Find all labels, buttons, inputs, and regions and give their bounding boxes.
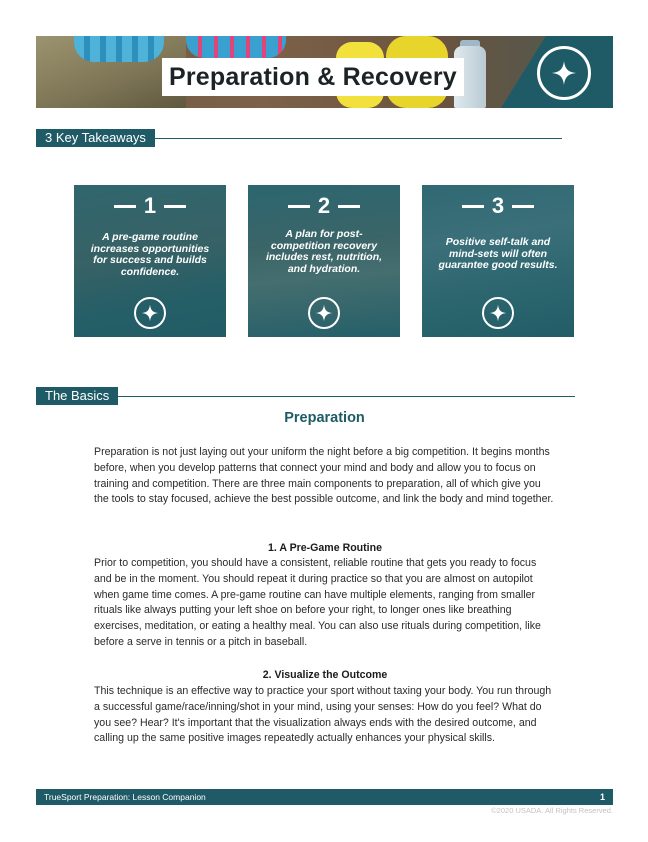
section-2-title: 2. Visualize the Outcome — [262, 669, 388, 681]
footer-brand: TrueSport — [44, 792, 82, 802]
takeaways-rule — [155, 138, 562, 139]
header-banner — [36, 36, 613, 108]
intro-paragraph: Preparation is not just laying out your uniform the night before a big competition. It begins months before, when you develop patterns that connect your mind and body and allow you to focus on training and competition. There are three main components to preparation, all of which give you the tools to stay focused, achieve the best possible outcome, and link the body and mind together. — [94, 446, 554, 506]
takeaway-number-1 — [74, 193, 226, 219]
section-2-text: This technique is an effective way to practice your sport without taxing your body. You run through a successful game/race/inning/shot in your mind, using your senses: How do you feel? What do you see? Hear? It's important that the visualization always ends with the desired outcome, and calling up the same positive images repeatedly actually enhances your physical skills. — [94, 685, 552, 745]
card-badge-3 — [482, 297, 514, 329]
four-point-star-icon — [315, 304, 333, 322]
page-title-box — [162, 58, 464, 96]
copyright-notice: ©2020 USADA. All Rights Reserved. — [491, 806, 613, 815]
page-number: 1 — [599, 792, 605, 802]
page-footer — [36, 789, 613, 805]
takeaway-number-2-text: 2 — [317, 193, 331, 218]
basics-section-header — [36, 387, 575, 405]
page-title: Preparation & Recovery — [169, 62, 457, 91]
pink-laced-sneaker-image — [186, 36, 286, 58]
takeaway-number-3-text: 3 — [491, 193, 505, 218]
takeaways-section-header — [36, 129, 562, 147]
takeaway-text-2: A plan for post-competition recovery includes rest, nutrition, and hydration. — [265, 228, 383, 275]
four-point-star-icon — [489, 304, 507, 322]
takeaways-label: 3 Key Takeaways — [36, 129, 155, 147]
truesport-badge — [537, 46, 591, 100]
takeaway-number-3 — [422, 193, 574, 219]
takeaway-number-1-text: 1 — [143, 193, 157, 218]
basics-rule — [118, 396, 575, 397]
preparation-heading: Preparation — [284, 410, 365, 426]
footer-doc-title — [36, 792, 206, 802]
takeaway-text-1: A pre-game routine increases opportunities for success and builds confidence. — [90, 231, 210, 278]
basics-label: The Basics — [36, 387, 118, 405]
blue-sneaker-image — [74, 36, 164, 62]
footer-doc: Preparation: Lesson Companion — [83, 792, 206, 802]
card-badge-2 — [308, 297, 340, 329]
takeaway-card-3 — [422, 185, 574, 337]
card-badge-1 — [134, 297, 166, 329]
takeaway-text-3: Positive self-talk and mind-sets will often guarantee good results. — [438, 236, 558, 271]
takeaway-card-1 — [74, 185, 226, 337]
section-1-text: Prior to competition, you should have a consistent, reliable routine that gets you ready to focus and be in the moment. You should repeat it during practice so that you are almost on autopilot when game time comes. A pre-game routine can have multiple elements, ranging from smaller rituals like always putting your left shoe on before your right, to longer ones like breathing exercises, meditation, or eating a healthy meal. You can also use rituals during competition, like before a serve in tennis or a pitch in baseball. — [94, 557, 541, 648]
four-point-star-icon — [551, 60, 577, 86]
four-point-star-icon — [141, 304, 159, 322]
takeaway-number-2 — [248, 193, 400, 219]
takeaway-card-2 — [248, 185, 400, 337]
section-1-title: 1. A Pre-Game Routine — [267, 542, 382, 554]
